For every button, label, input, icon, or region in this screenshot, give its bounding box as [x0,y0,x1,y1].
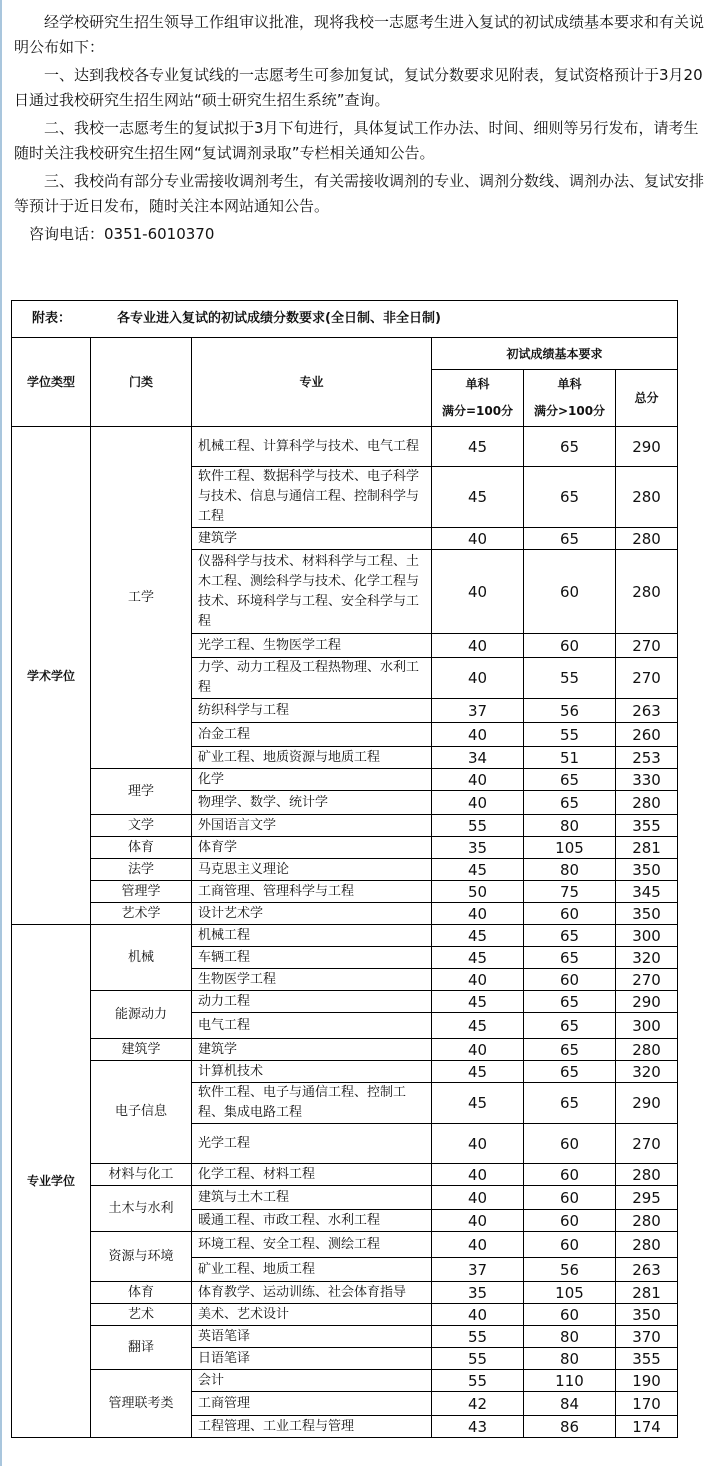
total-score-cell: 295 [616,1186,678,1210]
major-cell: 冶金工程 [192,723,432,747]
single-100-score-cell: 45 [432,925,524,947]
total-score-cell: 290 [616,991,678,1013]
major-cell: 电气工程 [192,1013,432,1039]
header-single-100-label: 单科 [465,377,490,391]
single-over-100-score-cell: 55 [524,658,616,699]
single-100-score-cell: 37 [432,1258,524,1282]
single-100-score-cell: 40 [432,769,524,791]
major-cell: 日语笔译 [192,1348,432,1370]
single-over-100-score-cell: 60 [524,1304,616,1326]
single-over-100-score-cell: 80 [524,815,616,837]
single-over-100-score-cell: 60 [524,634,616,658]
header-single-over-100-label: 单科 [557,377,582,391]
category-cell: 工学 [91,427,192,769]
single-over-100-score-cell: 80 [524,859,616,881]
total-score-cell: 260 [616,723,678,747]
major-cell: 建筑学 [192,1039,432,1061]
category-cell: 管理联考类 [91,1370,192,1438]
header-major: 专业 [192,338,432,427]
single-over-100-score-cell: 65 [524,467,616,528]
single-over-100-score-cell: 65 [524,1061,616,1083]
single-100-score-cell: 45 [432,859,524,881]
table-title-cell [12,301,678,338]
degree-type-cell: 专业学位 [12,925,91,1438]
major-cell: 生物医学工程 [192,969,432,991]
single-100-score-cell: 55 [432,1348,524,1370]
total-score-cell: 345 [616,881,678,903]
total-score-cell: 355 [616,1348,678,1370]
table-row [12,859,678,881]
major-cell: 建筑与土木工程 [192,1186,432,1210]
single-over-100-score-cell: 65 [524,925,616,947]
table-row [12,427,678,467]
appendix-label: 附表： [32,311,72,326]
single-100-score-cell: 40 [432,791,524,815]
total-score-cell: 290 [616,427,678,467]
single-100-score-cell: 45 [432,1083,524,1124]
table-row [12,1370,678,1392]
major-cell: 矿业工程、地质资源与地质工程 [192,747,432,769]
table-row [12,1061,678,1083]
table-row [12,881,678,903]
header-single-over-100 [524,370,616,427]
announcement-text [14,10,704,250]
category-cell: 艺术学 [91,903,192,925]
single-100-score-cell: 40 [432,550,524,634]
intro-paragraph: 经学校研究生招生领导工作组审议批准，现将我校一志愿考生进入复试的初试成绩基本要求和有关说明公布如下： [14,13,705,56]
total-score-cell: 300 [616,1013,678,1039]
single-over-100-score-cell: 65 [524,991,616,1013]
single-100-score-cell: 40 [432,1124,524,1164]
single-100-score-cell: 55 [432,1370,524,1392]
single-over-100-score-cell: 65 [524,947,616,969]
table-row [12,1304,678,1326]
header-single-100 [432,370,524,427]
total-score-cell: 280 [616,1232,678,1258]
item-1-paragraph: 一、达到我校各专业复试线的一志愿考生可参加复试，复试分数要求见附表，复试资格预计于3月20日通过我校研究生招生网站“硕士研究生招生系统”查询。 [14,66,703,109]
major-cell: 暖通工程、市政工程、水利工程 [192,1210,432,1232]
major-cell: 化学 [192,769,432,791]
major-cell: 美术、艺术设计 [192,1304,432,1326]
single-100-score-cell: 45 [432,467,524,528]
table-row [12,837,678,859]
single-over-100-score-cell: 60 [524,550,616,634]
single-over-100-score-cell: 60 [524,969,616,991]
major-cell: 纺织科学与工程 [192,699,432,723]
item-3-paragraph: 三、我校尚有部分专业需接收调剂考生，有关需接收调剂的专业、调剂分数线、调剂办法、复试安排等预计于近日发布，随时关注本网站通知公告。 [14,172,705,215]
category-cell: 体育 [91,837,192,859]
single-over-100-score-cell: 65 [524,791,616,815]
table-row [12,815,678,837]
single-100-score-cell: 55 [432,815,524,837]
category-cell: 建筑学 [91,1039,192,1061]
contact-phone: 咨询电话：0351-6010370 [29,225,215,243]
major-cell: 设计艺术学 [192,903,432,925]
category-cell: 体育 [91,1282,192,1304]
single-100-score-cell: 40 [432,634,524,658]
single-over-100-score-cell: 60 [524,1186,616,1210]
category-cell: 机械 [91,925,192,991]
score-requirements-table [11,300,678,1438]
total-score-cell: 263 [616,699,678,723]
single-100-score-cell: 40 [432,1210,524,1232]
major-cell: 矿业工程、地质工程 [192,1258,432,1282]
table-row [12,1326,678,1348]
major-cell: 体育学 [192,837,432,859]
single-100-score-cell: 37 [432,699,524,723]
single-over-100-score-cell: 60 [524,1232,616,1258]
total-score-cell: 270 [616,658,678,699]
major-cell: 外国语言文学 [192,815,432,837]
single-100-score-cell: 45 [432,1061,524,1083]
header-total: 总分 [616,370,678,427]
single-100-score-cell: 40 [432,658,524,699]
single-over-100-score-cell: 56 [524,699,616,723]
major-cell: 动力工程 [192,991,432,1013]
single-100-score-cell: 45 [432,427,524,467]
major-cell: 软件工程、数据科学与技术、电子科学与技术、信息与通信工程、控制科学与工程 [192,467,432,528]
major-cell: 英语笔译 [192,1326,432,1348]
major-cell: 光学工程 [192,1124,432,1164]
total-score-cell: 281 [616,837,678,859]
single-100-score-cell: 50 [432,881,524,903]
table-row [12,1039,678,1061]
single-100-score-cell: 43 [432,1416,524,1438]
total-score-cell: 350 [616,859,678,881]
degree-type-cell: 学术学位 [12,427,91,925]
single-100-score-cell: 40 [432,723,524,747]
total-score-cell: 350 [616,1304,678,1326]
single-100-score-cell: 45 [432,991,524,1013]
single-over-100-score-cell: 60 [524,1124,616,1164]
header-basic-requirement: 初试成绩基本要求 [432,338,678,370]
single-over-100-score-cell: 75 [524,881,616,903]
table-row [12,769,678,791]
category-cell: 翻译 [91,1326,192,1370]
category-cell: 材料与化工 [91,1164,192,1186]
category-cell: 能源动力 [91,991,192,1039]
single-over-100-score-cell: 80 [524,1326,616,1348]
major-cell: 会计 [192,1370,432,1392]
single-over-100-score-cell: 65 [524,1013,616,1039]
category-cell: 电子信息 [91,1061,192,1164]
single-100-score-cell: 45 [432,947,524,969]
single-over-100-score-cell: 55 [524,723,616,747]
major-cell: 车辆工程 [192,947,432,969]
category-cell: 管理学 [91,881,192,903]
item-2-paragraph: 二、我校一志愿考生的复试拟于3月下旬进行，具体复试工作办法、时间、细则等另行发布，请考生随时关注我校研究生招生网“复试调剂录取”专栏相关通知公告。 [14,119,699,162]
single-over-100-score-cell: 105 [524,1282,616,1304]
major-cell: 建筑学 [192,528,432,550]
category-cell: 文学 [91,815,192,837]
single-over-100-score-cell: 65 [524,1083,616,1124]
single-over-100-score-cell: 65 [524,1039,616,1061]
single-100-score-cell: 40 [432,1164,524,1186]
total-score-cell: 253 [616,747,678,769]
major-cell: 仪器科学与技术、材料科学与工程、土木工程、测绘科学与技术、化学工程与技术、环境科学与工程、安全科学与工程 [192,550,432,634]
single-over-100-score-cell: 110 [524,1370,616,1392]
total-score-cell: 320 [616,947,678,969]
single-over-100-score-cell: 56 [524,1258,616,1282]
category-cell: 法学 [91,859,192,881]
major-cell: 机械工程 [192,925,432,947]
single-100-score-cell: 40 [432,528,524,550]
total-score-cell: 350 [616,903,678,925]
single-100-score-cell: 40 [432,969,524,991]
single-100-score-cell: 40 [432,1232,524,1258]
single-100-score-cell: 42 [432,1392,524,1416]
total-score-cell: 174 [616,1416,678,1438]
header-single-over-100-note: 满分>100分 [533,404,606,418]
major-cell: 体育教学、运动训练、社会体育指导 [192,1282,432,1304]
table-caption: 各专业进入复试的初试成绩分数要求(全日制、非全日制) [117,311,441,326]
total-score-cell: 300 [616,925,678,947]
total-score-cell: 370 [616,1326,678,1348]
category-cell: 理学 [91,769,192,815]
total-score-cell: 270 [616,1124,678,1164]
total-score-cell: 280 [616,528,678,550]
table-row [12,903,678,925]
total-score-cell: 355 [616,815,678,837]
total-score-cell: 270 [616,969,678,991]
category-cell: 土木与水利 [91,1186,192,1232]
table-row [12,1186,678,1210]
table-row [12,1164,678,1186]
major-cell: 物理学、数学、统计学 [192,791,432,815]
total-score-cell: 263 [616,1258,678,1282]
major-cell: 化学工程、材料工程 [192,1164,432,1186]
major-cell: 工商管理 [192,1392,432,1416]
major-cell: 工商管理、管理科学与工程 [192,881,432,903]
major-cell: 光学工程、生物医学工程 [192,634,432,658]
total-score-cell: 170 [616,1392,678,1416]
single-over-100-score-cell: 80 [524,1348,616,1370]
single-100-score-cell: 40 [432,1186,524,1210]
table-row [12,925,678,947]
total-score-cell: 281 [616,1282,678,1304]
header-row [12,338,678,370]
total-score-cell: 280 [616,467,678,528]
single-100-score-cell: 35 [432,1282,524,1304]
single-100-score-cell: 55 [432,1326,524,1348]
single-over-100-score-cell: 65 [524,528,616,550]
single-over-100-score-cell: 65 [524,427,616,467]
single-over-100-score-cell: 105 [524,837,616,859]
table-row [12,991,678,1013]
major-cell: 计算机技术 [192,1061,432,1083]
single-100-score-cell: 40 [432,903,524,925]
major-cell: 工程管理、工业工程与管理 [192,1416,432,1438]
header-category: 门类 [91,338,192,427]
single-over-100-score-cell: 60 [524,1164,616,1186]
total-score-cell: 280 [616,550,678,634]
left-border-rule [0,0,2,1466]
single-100-score-cell: 45 [432,1013,524,1039]
single-100-score-cell: 40 [432,1039,524,1061]
single-over-100-score-cell: 60 [524,903,616,925]
category-cell: 资源与环境 [91,1232,192,1282]
total-score-cell: 190 [616,1370,678,1392]
single-100-score-cell: 40 [432,1304,524,1326]
table-title-row [12,301,678,338]
single-over-100-score-cell: 86 [524,1416,616,1438]
category-cell: 艺术 [91,1304,192,1326]
major-cell: 机械工程、计算科学与技术、电气工程 [192,427,432,467]
single-100-score-cell: 35 [432,837,524,859]
single-over-100-score-cell: 51 [524,747,616,769]
total-score-cell: 270 [616,634,678,658]
total-score-cell: 280 [616,1039,678,1061]
single-over-100-score-cell: 60 [524,1210,616,1232]
major-cell: 软件工程、电子与通信工程、控制工程、集成电路工程 [192,1083,432,1124]
header-degree-type: 学位类型 [12,338,91,427]
single-100-score-cell: 34 [432,747,524,769]
major-cell: 马克思主义理论 [192,859,432,881]
table-row [12,1282,678,1304]
single-over-100-score-cell: 84 [524,1392,616,1416]
total-score-cell: 320 [616,1061,678,1083]
major-cell: 环境工程、安全工程、测绘工程 [192,1232,432,1258]
total-score-cell: 280 [616,1210,678,1232]
total-score-cell: 290 [616,1083,678,1124]
total-score-cell: 280 [616,1164,678,1186]
table-row [12,1232,678,1258]
total-score-cell: 280 [616,791,678,815]
single-over-100-score-cell: 65 [524,769,616,791]
header-single-100-note: 满分=100分 [441,404,514,418]
total-score-cell: 330 [616,769,678,791]
major-cell: 力学、动力工程及工程热物理、水利工程 [192,658,432,699]
